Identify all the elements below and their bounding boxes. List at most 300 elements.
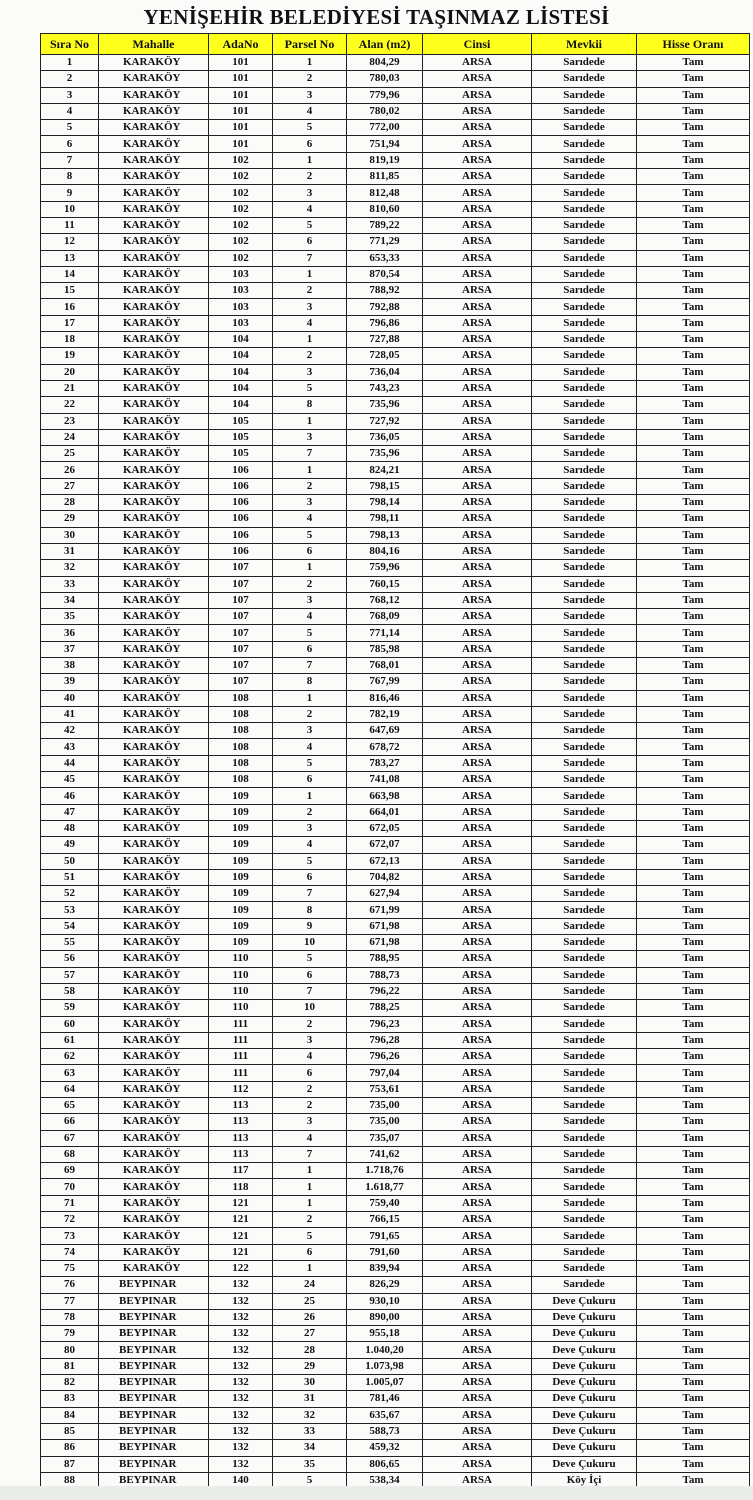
cell-alan: 735,07 — [347, 1130, 423, 1146]
cell-mahalle: KARAKÖY — [99, 185, 209, 201]
cell-ada-no: 111 — [209, 1065, 273, 1081]
cell-sira-no: 44 — [41, 755, 99, 771]
cell-mahalle: BEYPINAR — [99, 1358, 209, 1374]
cell-cinsi: ARSA — [423, 1375, 532, 1391]
header-cell-cinsi: Cinsi — [423, 34, 532, 55]
cell-mahalle: KARAKÖY — [99, 1081, 209, 1097]
cell-mahalle: KARAKÖY — [99, 804, 209, 820]
cell-mahalle: KARAKÖY — [99, 527, 209, 543]
cell-mahalle: KARAKÖY — [99, 1065, 209, 1081]
cell-mahalle: KARAKÖY — [99, 1212, 209, 1228]
cell-mahalle: BEYPINAR — [99, 1375, 209, 1391]
cell-alan: 870,54 — [347, 266, 423, 282]
cell-mevkii: Deve Çukuru — [532, 1423, 637, 1439]
cell-cinsi: ARSA — [423, 706, 532, 722]
cell-mevkii: Sarıdede — [532, 266, 637, 282]
cell-cinsi: ARSA — [423, 1277, 532, 1293]
cell-sira-no: 71 — [41, 1195, 99, 1211]
cell-sira-no: 15 — [41, 283, 99, 299]
cell-sira-no: 48 — [41, 820, 99, 836]
cell-cinsi: ARSA — [423, 1098, 532, 1114]
cell-cinsi: ARSA — [423, 1440, 532, 1456]
cell-cinsi: ARSA — [423, 413, 532, 429]
cell-sira-no: 6 — [41, 136, 99, 152]
cell-ada-no: 111 — [209, 1016, 273, 1032]
cell-cinsi: ARSA — [423, 657, 532, 673]
cell-cinsi: ARSA — [423, 1146, 532, 1162]
cell-parsel-no: 10 — [273, 935, 347, 951]
cell-alan: 788,73 — [347, 967, 423, 983]
cell-mevkii: Sarıdede — [532, 511, 637, 527]
cell-mevkii: Sarıdede — [532, 837, 637, 853]
cell-hisse-orani: Tam — [637, 1309, 750, 1325]
cell-hisse-orani: Tam — [637, 429, 750, 445]
cell-cinsi: ARSA — [423, 1000, 532, 1016]
cell-cinsi: ARSA — [423, 1423, 532, 1439]
cell-mevkii: Sarıdede — [532, 967, 637, 983]
cell-ada-no: 132 — [209, 1342, 273, 1358]
cell-mahalle: KARAKÖY — [99, 1098, 209, 1114]
cell-mevkii: Deve Çukuru — [532, 1440, 637, 1456]
cell-mevkii: Sarıdede — [532, 380, 637, 396]
cell-mevkii: Sarıdede — [532, 185, 637, 201]
cell-hisse-orani: Tam — [637, 560, 750, 576]
cell-hisse-orani: Tam — [637, 380, 750, 396]
cell-mevkii: Sarıdede — [532, 152, 637, 168]
cell-hisse-orani: Tam — [637, 674, 750, 690]
cell-mahalle: KARAKÖY — [99, 348, 209, 364]
cell-sira-no: 28 — [41, 495, 99, 511]
cell-mahalle: KARAKÖY — [99, 397, 209, 413]
cell-parsel-no: 5 — [273, 625, 347, 641]
cell-hisse-orani: Tam — [637, 152, 750, 168]
cell-alan: 741,62 — [347, 1146, 423, 1162]
header-cell-parsel-no: Parsel No — [273, 34, 347, 55]
cell-mahalle: KARAKÖY — [99, 755, 209, 771]
table-row — [41, 217, 750, 233]
cell-mevkii: Deve Çukuru — [532, 1326, 637, 1342]
cell-sira-no: 73 — [41, 1228, 99, 1244]
cell-mahalle: KARAKÖY — [99, 478, 209, 494]
cell-mahalle: BEYPINAR — [99, 1326, 209, 1342]
cell-sira-no: 51 — [41, 869, 99, 885]
cell-cinsi: ARSA — [423, 283, 532, 299]
cell-sira-no: 54 — [41, 918, 99, 934]
cell-ada-no: 121 — [209, 1195, 273, 1211]
cell-ada-no: 107 — [209, 641, 273, 657]
cell-hisse-orani: Tam — [637, 87, 750, 103]
cell-cinsi: ARSA — [423, 511, 532, 527]
cell-mahalle: KARAKÖY — [99, 657, 209, 673]
cell-ada-no: 117 — [209, 1163, 273, 1179]
cell-mevkii: Sarıdede — [532, 886, 637, 902]
cell-sira-no: 46 — [41, 788, 99, 804]
cell-sira-no: 38 — [41, 657, 99, 673]
cell-ada-no: 107 — [209, 625, 273, 641]
cell-ada-no: 132 — [209, 1277, 273, 1293]
cell-alan: 798,14 — [347, 495, 423, 511]
cell-mahalle: KARAKÖY — [99, 55, 209, 71]
cell-cinsi: ARSA — [423, 332, 532, 348]
cell-ada-no: 107 — [209, 592, 273, 608]
cell-alan: 890,00 — [347, 1309, 423, 1325]
cell-hisse-orani: Tam — [637, 217, 750, 233]
table-body — [41, 55, 750, 1489]
cell-alan: 806,65 — [347, 1456, 423, 1472]
cell-hisse-orani: Tam — [637, 951, 750, 967]
table-row — [41, 495, 750, 511]
cell-parsel-no: 3 — [273, 364, 347, 380]
cell-mahalle: KARAKÖY — [99, 1195, 209, 1211]
table-row — [41, 886, 750, 902]
table-row — [41, 1440, 750, 1456]
cell-mevkii: Sarıdede — [532, 560, 637, 576]
table-row — [41, 1212, 750, 1228]
cell-cinsi: ARSA — [423, 625, 532, 641]
property-table — [40, 33, 750, 1489]
cell-sira-no: 66 — [41, 1114, 99, 1130]
cell-mevkii: Sarıdede — [532, 332, 637, 348]
cell-mahalle: KARAKÖY — [99, 120, 209, 136]
table-row — [41, 413, 750, 429]
cell-mevkii: Sarıdede — [532, 804, 637, 820]
cell-sira-no: 3 — [41, 87, 99, 103]
cell-parsel-no: 2 — [273, 1016, 347, 1032]
cell-alan: 792,88 — [347, 299, 423, 315]
cell-sira-no: 39 — [41, 674, 99, 690]
cell-mahalle: KARAKÖY — [99, 1114, 209, 1130]
cell-sira-no: 29 — [41, 511, 99, 527]
cell-hisse-orani: Tam — [637, 1179, 750, 1195]
cell-sira-no: 63 — [41, 1065, 99, 1081]
cell-hisse-orani: Tam — [637, 1342, 750, 1358]
cell-mahalle: KARAKÖY — [99, 283, 209, 299]
cell-hisse-orani: Tam — [637, 348, 750, 364]
cell-mahalle: KARAKÖY — [99, 690, 209, 706]
header-cell-hisse-orani: Hisse Oranı — [637, 34, 750, 55]
cell-alan: 735,00 — [347, 1098, 423, 1114]
cell-sira-no: 13 — [41, 250, 99, 266]
cell-mahalle: KARAKÖY — [99, 1244, 209, 1260]
cell-ada-no: 107 — [209, 576, 273, 592]
table-row — [41, 299, 750, 315]
table-row — [41, 169, 750, 185]
cell-ada-no: 111 — [209, 1049, 273, 1065]
cell-mahalle: KARAKÖY — [99, 1228, 209, 1244]
cell-ada-no: 103 — [209, 315, 273, 331]
cell-alan: 788,25 — [347, 1000, 423, 1016]
table-row — [41, 935, 750, 951]
cell-hisse-orani: Tam — [637, 755, 750, 771]
cell-parsel-no: 5 — [273, 527, 347, 543]
cell-parsel-no: 5 — [273, 853, 347, 869]
cell-mahalle: KARAKÖY — [99, 967, 209, 983]
cell-mahalle: KARAKÖY — [99, 380, 209, 396]
cell-mevkii: Sarıdede — [532, 283, 637, 299]
table-row — [41, 967, 750, 983]
cell-ada-no: 102 — [209, 152, 273, 168]
table-row — [41, 380, 750, 396]
cell-sira-no: 40 — [41, 690, 99, 706]
cell-parsel-no: 4 — [273, 511, 347, 527]
cell-alan: 771,29 — [347, 234, 423, 250]
cell-mahalle: KARAKÖY — [99, 706, 209, 722]
cell-hisse-orani: Tam — [637, 71, 750, 87]
cell-sira-no: 24 — [41, 429, 99, 445]
cell-mahalle: KARAKÖY — [99, 332, 209, 348]
cell-sira-no: 49 — [41, 837, 99, 853]
cell-mevkii: Sarıdede — [532, 87, 637, 103]
cell-cinsi: ARSA — [423, 902, 532, 918]
cell-sira-no: 74 — [41, 1244, 99, 1260]
cell-mahalle: KARAKÖY — [99, 918, 209, 934]
cell-hisse-orani: Tam — [637, 1358, 750, 1374]
cell-hisse-orani: Tam — [637, 283, 750, 299]
cell-sira-no: 22 — [41, 397, 99, 413]
table-row — [41, 1358, 750, 1374]
cell-mevkii: Sarıdede — [532, 1228, 637, 1244]
cell-alan: 759,96 — [347, 560, 423, 576]
cell-sira-no: 5 — [41, 120, 99, 136]
cell-ada-no: 103 — [209, 283, 273, 299]
cell-hisse-orani: Tam — [637, 462, 750, 478]
cell-mevkii: Sarıdede — [532, 1049, 637, 1065]
cell-alan: 791,60 — [347, 1244, 423, 1260]
cell-ada-no: 111 — [209, 1032, 273, 1048]
cell-mevkii: Sarıdede — [532, 1212, 637, 1228]
cell-cinsi: ARSA — [423, 152, 532, 168]
cell-ada-no: 132 — [209, 1326, 273, 1342]
cell-hisse-orani: Tam — [637, 1326, 750, 1342]
table-row — [41, 1016, 750, 1032]
cell-mevkii: Sarıdede — [532, 674, 637, 690]
cell-alan: 789,22 — [347, 217, 423, 233]
cell-cinsi: ARSA — [423, 1260, 532, 1276]
cell-sira-no: 7 — [41, 152, 99, 168]
cell-ada-no: 103 — [209, 299, 273, 315]
cell-ada-no: 109 — [209, 788, 273, 804]
cell-parsel-no: 6 — [273, 772, 347, 788]
cell-alan: 796,22 — [347, 983, 423, 999]
table-row — [41, 706, 750, 722]
cell-ada-no: 106 — [209, 478, 273, 494]
cell-cinsi: ARSA — [423, 1212, 532, 1228]
table-row — [41, 609, 750, 625]
cell-sira-no: 86 — [41, 1440, 99, 1456]
cell-ada-no: 105 — [209, 413, 273, 429]
cell-cinsi: ARSA — [423, 1163, 532, 1179]
cell-ada-no: 109 — [209, 837, 273, 853]
cell-mevkii: Sarıdede — [532, 120, 637, 136]
cell-mahalle: KARAKÖY — [99, 217, 209, 233]
cell-parsel-no: 4 — [273, 1130, 347, 1146]
cell-cinsi: ARSA — [423, 1456, 532, 1472]
cell-cinsi: ARSA — [423, 1228, 532, 1244]
page-bottom-edge — [0, 1486, 753, 1500]
cell-ada-no: 101 — [209, 103, 273, 119]
cell-alan: 839,94 — [347, 1260, 423, 1276]
cell-hisse-orani: Tam — [637, 788, 750, 804]
cell-hisse-orani: Tam — [637, 1228, 750, 1244]
cell-sira-no: 82 — [41, 1375, 99, 1391]
cell-parsel-no: 5 — [273, 1472, 347, 1488]
cell-cinsi: ARSA — [423, 674, 532, 690]
table-row — [41, 641, 750, 657]
cell-sira-no: 56 — [41, 951, 99, 967]
cell-ada-no: 108 — [209, 723, 273, 739]
cell-mahalle: KARAKÖY — [99, 1130, 209, 1146]
cell-cinsi: ARSA — [423, 869, 532, 885]
cell-ada-no: 104 — [209, 380, 273, 396]
cell-mevkii: Deve Çukuru — [532, 1293, 637, 1309]
cell-parsel-no: 6 — [273, 1244, 347, 1260]
cell-mahalle: KARAKÖY — [99, 299, 209, 315]
cell-cinsi: ARSA — [423, 1472, 532, 1488]
cell-parsel-no: 8 — [273, 902, 347, 918]
cell-sira-no: 76 — [41, 1277, 99, 1293]
cell-hisse-orani: Tam — [637, 967, 750, 983]
cell-hisse-orani: Tam — [637, 478, 750, 494]
cell-mevkii: Sarıdede — [532, 201, 637, 217]
cell-mevkii: Deve Çukuru — [532, 1309, 637, 1325]
cell-ada-no: 109 — [209, 804, 273, 820]
cell-parsel-no: 1 — [273, 690, 347, 706]
table-row — [41, 364, 750, 380]
cell-alan: 819,19 — [347, 152, 423, 168]
cell-alan: 812,48 — [347, 185, 423, 201]
cell-parsel-no: 7 — [273, 250, 347, 266]
cell-ada-no: 109 — [209, 853, 273, 869]
cell-sira-no: 26 — [41, 462, 99, 478]
cell-cinsi: ARSA — [423, 755, 532, 771]
cell-ada-no: 109 — [209, 869, 273, 885]
table-row — [41, 690, 750, 706]
cell-alan: 930,10 — [347, 1293, 423, 1309]
cell-mevkii: Deve Çukuru — [532, 1391, 637, 1407]
cell-cinsi: ARSA — [423, 560, 532, 576]
cell-alan: 798,15 — [347, 478, 423, 494]
cell-cinsi: ARSA — [423, 527, 532, 543]
cell-mahalle: KARAKÖY — [99, 853, 209, 869]
cell-parsel-no: 1 — [273, 560, 347, 576]
cell-hisse-orani: Tam — [637, 983, 750, 999]
cell-mevkii: Sarıdede — [532, 690, 637, 706]
cell-hisse-orani: Tam — [637, 1016, 750, 1032]
cell-mahalle: KARAKÖY — [99, 1016, 209, 1032]
cell-mahalle: BEYPINAR — [99, 1309, 209, 1325]
cell-parsel-no: 3 — [273, 429, 347, 445]
cell-cinsi: ARSA — [423, 120, 532, 136]
cell-mevkii: Sarıdede — [532, 1195, 637, 1211]
cell-sira-no: 61 — [41, 1032, 99, 1048]
cell-alan: 672,13 — [347, 853, 423, 869]
table-row — [41, 446, 750, 462]
cell-ada-no: 121 — [209, 1244, 273, 1260]
cell-ada-no: 109 — [209, 918, 273, 934]
cell-alan: 736,05 — [347, 429, 423, 445]
cell-mahalle: KARAKÖY — [99, 152, 209, 168]
cell-sira-no: 19 — [41, 348, 99, 364]
cell-ada-no: 113 — [209, 1146, 273, 1162]
cell-mevkii: Sarıdede — [532, 543, 637, 559]
cell-mahalle: KARAKÖY — [99, 1146, 209, 1162]
cell-hisse-orani: Tam — [637, 706, 750, 722]
cell-mahalle: KARAKÖY — [99, 250, 209, 266]
table-row — [41, 315, 750, 331]
cell-hisse-orani: Tam — [637, 1163, 750, 1179]
cell-ada-no: 104 — [209, 364, 273, 380]
cell-alan: 785,98 — [347, 641, 423, 657]
cell-sira-no: 81 — [41, 1358, 99, 1374]
cell-cinsi: ARSA — [423, 886, 532, 902]
cell-parsel-no: 9 — [273, 918, 347, 934]
cell-mevkii: Sarıdede — [532, 772, 637, 788]
cell-sira-no: 2 — [41, 71, 99, 87]
cell-cinsi: ARSA — [423, 1326, 532, 1342]
cell-mahalle: KARAKÖY — [99, 136, 209, 152]
cell-parsel-no: 5 — [273, 755, 347, 771]
cell-alan: 796,23 — [347, 1016, 423, 1032]
table-row — [41, 71, 750, 87]
table-row — [41, 1326, 750, 1342]
cell-mevkii: Sarıdede — [532, 299, 637, 315]
cell-ada-no: 132 — [209, 1407, 273, 1423]
cell-mahalle: KARAKÖY — [99, 266, 209, 282]
table-row — [41, 772, 750, 788]
cell-sira-no: 37 — [41, 641, 99, 657]
table-row — [41, 1309, 750, 1325]
cell-ada-no: 110 — [209, 951, 273, 967]
cell-mahalle: KARAKÖY — [99, 935, 209, 951]
cell-ada-no: 106 — [209, 462, 273, 478]
cell-alan: 782,19 — [347, 706, 423, 722]
cell-sira-no: 79 — [41, 1326, 99, 1342]
cell-mahalle: KARAKÖY — [99, 902, 209, 918]
cell-hisse-orani: Tam — [637, 1130, 750, 1146]
cell-alan: 672,07 — [347, 837, 423, 853]
cell-cinsi: ARSA — [423, 429, 532, 445]
cell-hisse-orani: Tam — [637, 299, 750, 315]
table-row — [41, 1065, 750, 1081]
cell-ada-no: 104 — [209, 332, 273, 348]
cell-hisse-orani: Tam — [637, 1375, 750, 1391]
cell-alan: 772,00 — [347, 120, 423, 136]
cell-hisse-orani: Tam — [637, 886, 750, 902]
cell-sira-no: 85 — [41, 1423, 99, 1439]
cell-alan: 671,99 — [347, 902, 423, 918]
cell-sira-no: 75 — [41, 1260, 99, 1276]
cell-ada-no: 132 — [209, 1391, 273, 1407]
cell-hisse-orani: Tam — [637, 169, 750, 185]
cell-sira-no: 10 — [41, 201, 99, 217]
cell-mevkii: Sarıdede — [532, 902, 637, 918]
table-row — [41, 853, 750, 869]
cell-mevkii: Sarıdede — [532, 918, 637, 934]
table-row — [41, 1228, 750, 1244]
cell-mahalle: KARAKÖY — [99, 625, 209, 641]
cell-mevkii: Sarıdede — [532, 1098, 637, 1114]
cell-hisse-orani: Tam — [637, 820, 750, 836]
table-row — [41, 136, 750, 152]
table-row — [41, 755, 750, 771]
table-row — [41, 1195, 750, 1211]
cell-mahalle: KARAKÖY — [99, 71, 209, 87]
cell-parsel-no: 6 — [273, 234, 347, 250]
cell-sira-no: 67 — [41, 1130, 99, 1146]
cell-sira-no: 50 — [41, 853, 99, 869]
table-row — [41, 788, 750, 804]
cell-parsel-no: 2 — [273, 71, 347, 87]
